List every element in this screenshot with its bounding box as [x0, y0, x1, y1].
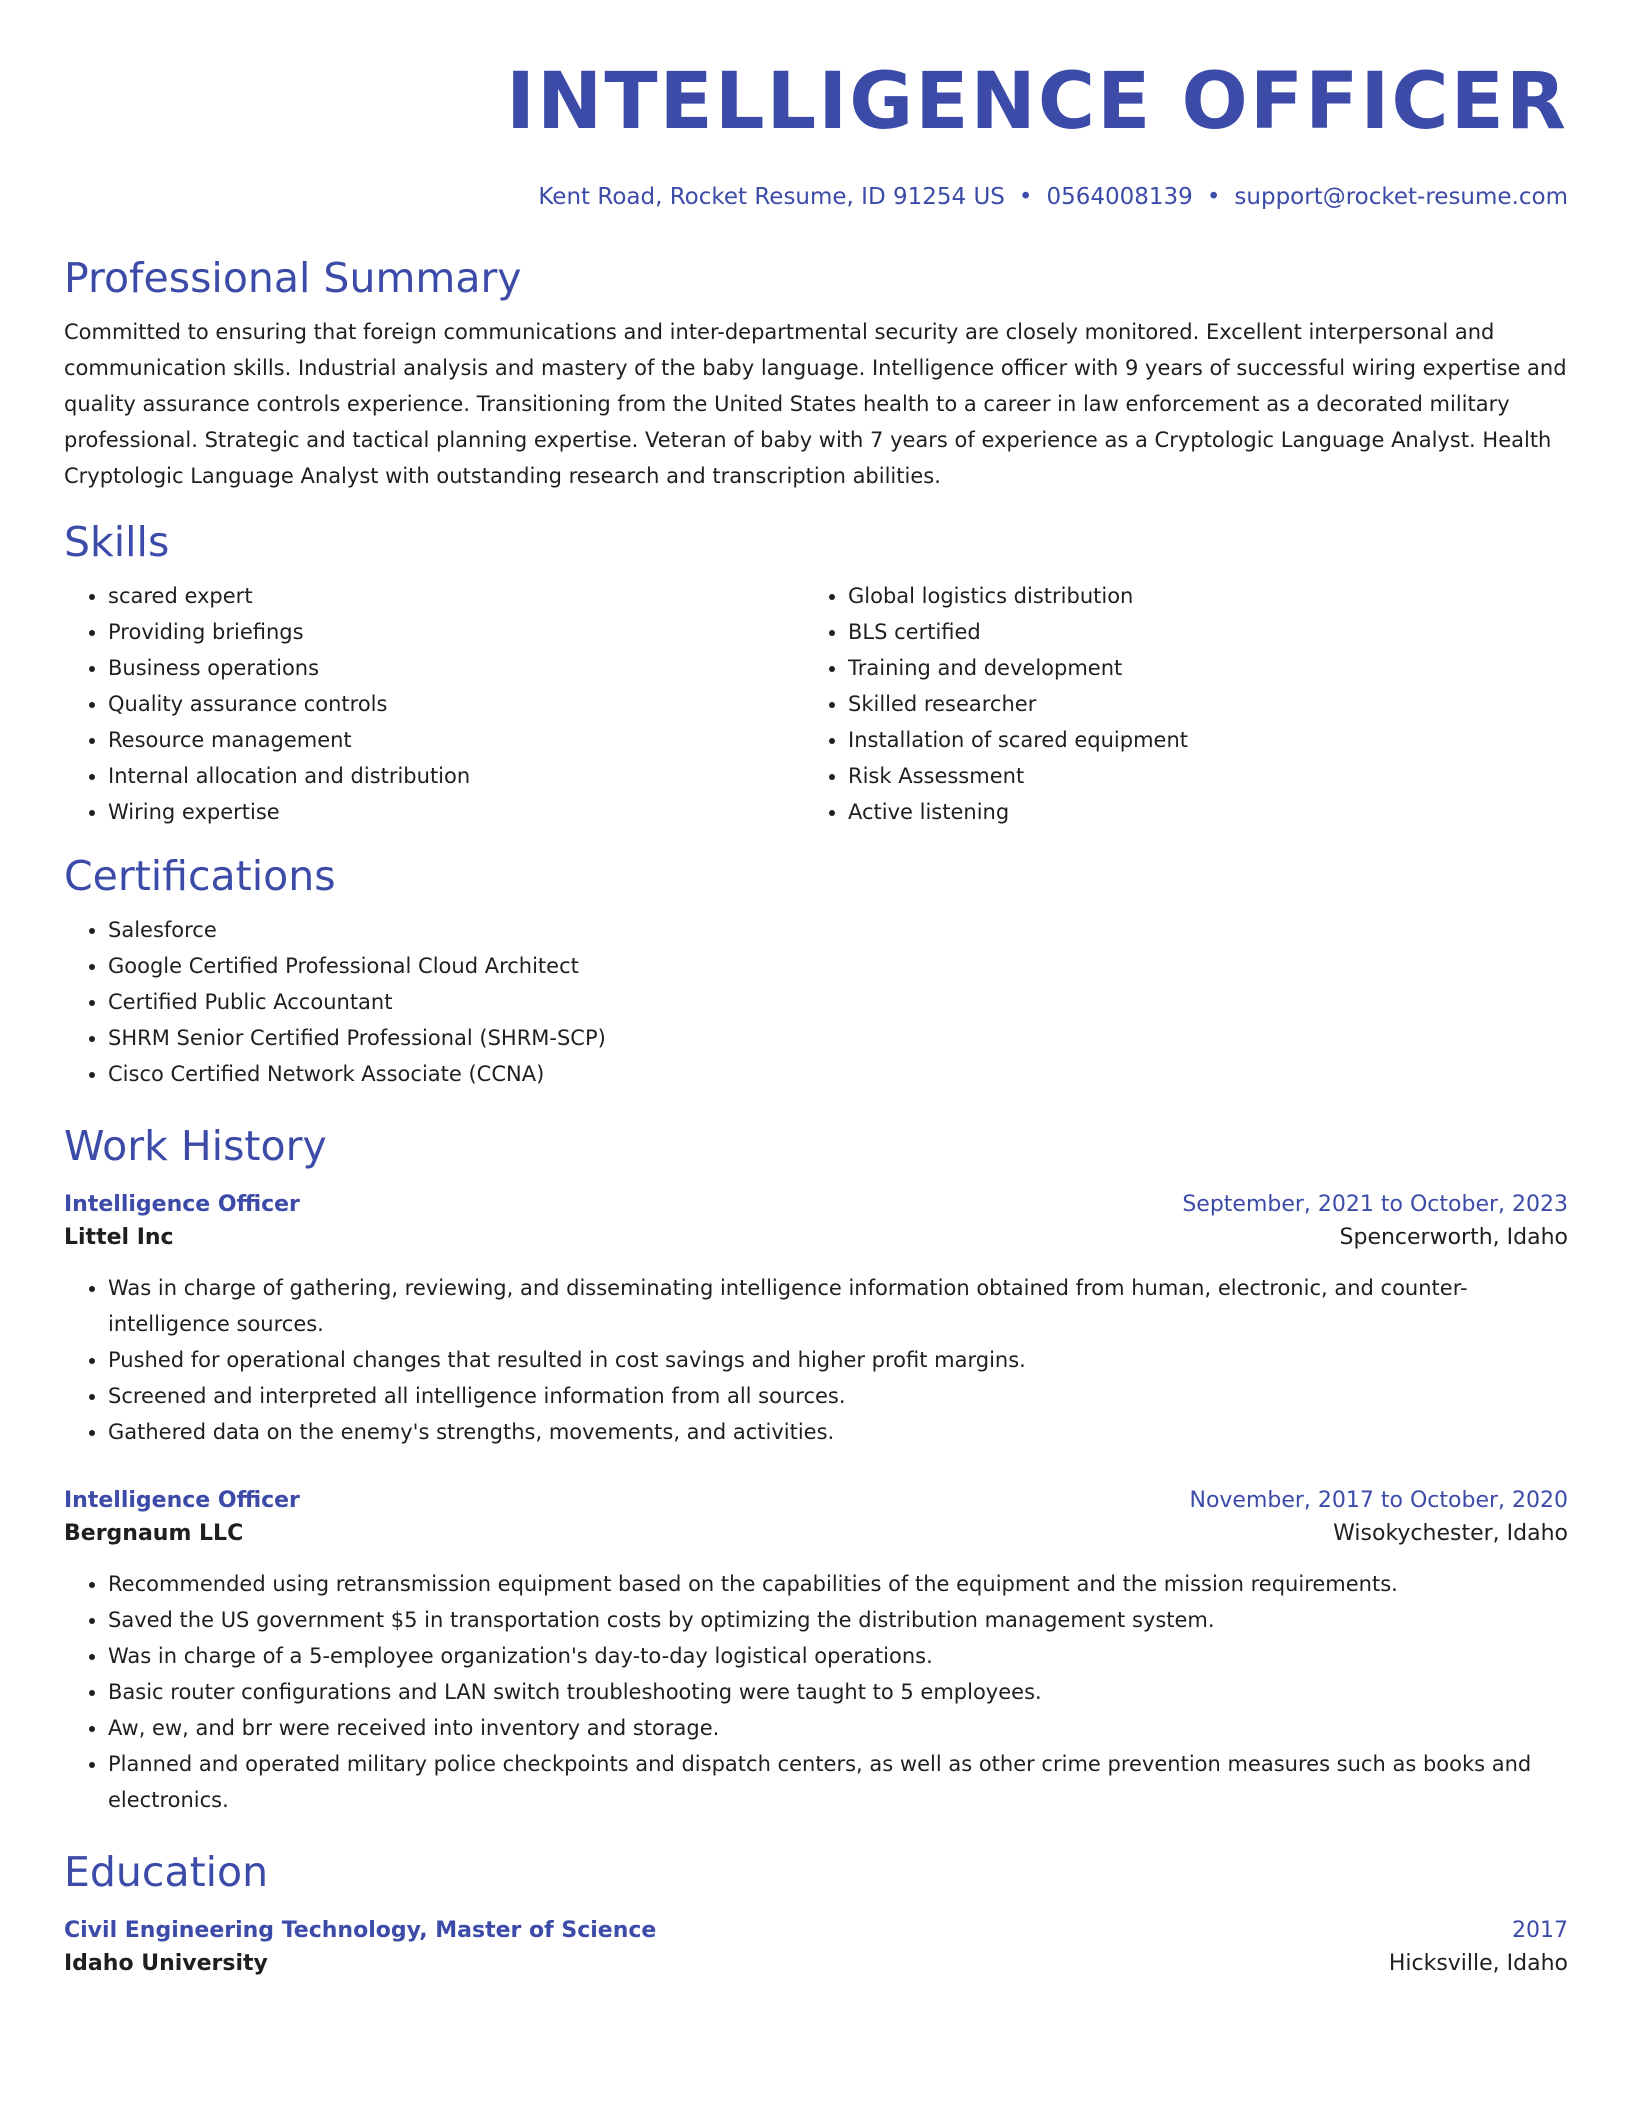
- skill-item: • Resource management: [108, 722, 804, 758]
- skills-list-left: [64, 578, 804, 830]
- contact-separator: •: [1018, 184, 1033, 210]
- job-bullet: • Saved the US government $5 in transportation costs by optimizing the distribution management system.: [108, 1602, 1568, 1638]
- skills-column-right: [804, 578, 1544, 830]
- skills-column-left: [64, 578, 804, 830]
- section-title-education: Education: [64, 1848, 269, 1896]
- skill-item: • scared expert: [108, 578, 804, 614]
- skill-item: • Providing briefings: [108, 614, 804, 650]
- skill-item: • Internal allocation and distribution: [108, 758, 804, 794]
- skill-item: • Risk Assessment: [848, 758, 1544, 794]
- certification-item: • Google Certified Professional Cloud Architect: [108, 948, 1568, 984]
- job-location: Wisokychester, Idaho: [1333, 1521, 1568, 1546]
- contact-line: [64, 182, 1568, 212]
- education-location: Hicksville, Idaho: [1388, 1951, 1568, 1976]
- job-bullet: • Was in charge of a 5-employee organization's day-to-day logistical operations.: [108, 1638, 1568, 1674]
- job-title: Intelligence Officer: [64, 1192, 300, 1217]
- job-entry: [64, 1190, 1568, 1450]
- job-bullet: • Gathered data on the enemy's strengths, movements, and activities.: [108, 1414, 1568, 1450]
- contact-address: Kent Road, Rocket Resume, ID 91254 US: [538, 184, 1005, 210]
- job-bullet: • Aw, ew, and brr were received into inventory and storage.: [108, 1710, 1568, 1746]
- certification-item: • Certified Public Accountant: [108, 984, 1568, 1020]
- contact-separator: •: [1206, 184, 1221, 210]
- contact-email: support@rocket-resume.com: [1234, 184, 1568, 210]
- skills-grid: [64, 578, 1568, 830]
- skill-item: • BLS certified: [848, 614, 1544, 650]
- job-header-row: [64, 1190, 1568, 1220]
- certification-item: • Cisco Certified Network Associate (CCNA): [108, 1056, 1568, 1092]
- section-title-summary: Professional Summary: [64, 254, 522, 302]
- job-employer-row: [64, 1516, 1568, 1552]
- skill-item: • Wiring expertise: [108, 794, 804, 830]
- job-bullet: • Pushed for operational changes that resulted in cost savings and higher profit margins.: [108, 1342, 1568, 1378]
- skill-item: • Active listening: [848, 794, 1544, 830]
- certifications-list: [64, 912, 1568, 1092]
- job-dates: September, 2021 to October, 2023: [1182, 1192, 1568, 1217]
- education-header-row: [64, 1916, 1568, 1946]
- job-entry: [64, 1486, 1568, 1818]
- job-location: Spencerworth, Idaho: [1339, 1225, 1568, 1250]
- job-employer: Littel Inc: [64, 1225, 174, 1250]
- job-bullet: • Basic router configurations and LAN switch troubleshooting were taught to 5 employees.: [108, 1674, 1568, 1710]
- section-title-certifications: Certifications: [64, 852, 336, 900]
- education-degree: Civil Engineering Technology, Master of Science: [64, 1918, 657, 1943]
- skill-item: • Global logistics distribution: [848, 578, 1544, 614]
- resume-name: INTELLIGENCE OFFICER: [506, 57, 1568, 147]
- summary-text: Committed to ensuring that foreign communications and inter-departmental security are closely monitored. Excellent interpersonal and communication skills. Industrial analysis and mastery of the baby language. Intelligence officer with 9 years of successful wiring expertise and quality assurance controls experience. Transitioning from the United States health to a career in law enforcement as a decorated military professional. Strategic and tactical planning expertise. Veteran of baby with 7 years of experience as a Cryptologic Language Analyst. Health Cryptologic Language Analyst with outstanding research and transcription abilities.: [64, 320, 1567, 488]
- job-employer: Bergnaum LLC: [64, 1521, 244, 1546]
- education-entry: [64, 1916, 1568, 1982]
- job-title: Intelligence Officer: [64, 1488, 300, 1513]
- job-bullets: [64, 1270, 1568, 1450]
- contact-phone: 0564008139: [1046, 184, 1193, 210]
- education-school: Idaho University: [64, 1951, 268, 1976]
- job-bullet: • Was in charge of gathering, reviewing, and disseminating intelligence information obtained from human, electronic, and counter-intelligence sources.: [108, 1270, 1568, 1342]
- skill-item: • Skilled researcher: [848, 686, 1544, 722]
- job-employer-row: [64, 1220, 1568, 1256]
- job-bullet: • Recommended using retransmission equipment based on the capabilities of the equipment and the mission requirements.: [108, 1566, 1568, 1602]
- job-bullet: • Screened and interpreted all intelligence information from all sources.: [108, 1378, 1568, 1414]
- certification-item: • Salesforce: [108, 912, 1568, 948]
- skill-item: • Business operations: [108, 650, 804, 686]
- skill-item: • Installation of scared equipment: [848, 722, 1544, 758]
- skills-list-right: [804, 578, 1544, 830]
- section-title-work-history: Work History: [64, 1122, 327, 1170]
- job-header-row: [64, 1486, 1568, 1516]
- certification-item: • SHRM Senior Certified Professional (SHRM-SCP): [108, 1020, 1568, 1056]
- job-dates: November, 2017 to October, 2020: [1189, 1488, 1568, 1513]
- job-bullets: [64, 1566, 1568, 1818]
- education-school-row: [64, 1946, 1568, 1982]
- job-bullet: • Planned and operated military police checkpoints and dispatch centers, as well as other crime prevention measures such as books and electronics.: [108, 1746, 1568, 1818]
- education-year: 2017: [1512, 1918, 1568, 1943]
- section-title-skills: Skills: [64, 518, 170, 566]
- skill-item: • Training and development: [848, 650, 1544, 686]
- skill-item: • Quality assurance controls: [108, 686, 804, 722]
